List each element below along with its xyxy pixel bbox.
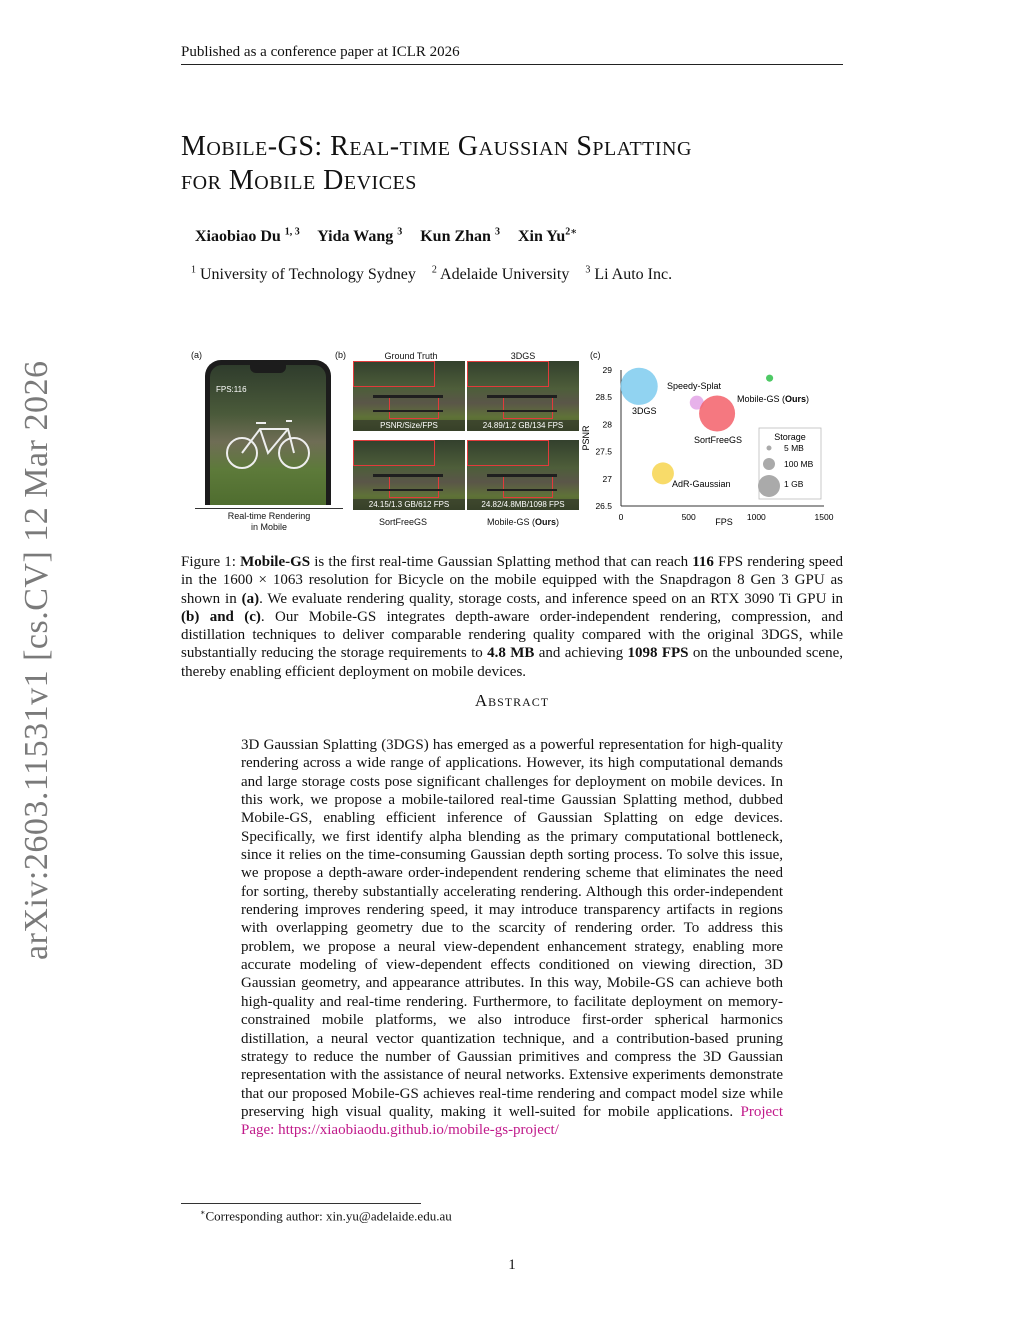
y-tick-label: 28: [602, 419, 612, 430]
bench: [487, 395, 557, 412]
abstract-body: 3D Gaussian Splatting (3DGS) has emerged as a powerful representation for high-quality rendering across a wide range of applications. However, its high computational demands and large storage costs pose significant challenges for deployment on mobile devices. In this work, we propose a mobile-tailored real-time Gaussian Splatting method, dubbed Mobile-GS, enabling efficient inference of Gaussian Splatting on edge devices. Specifically, we first identify alpha blending as the primary computational bottleneck, since it relies on the time-consuming Gaussian depth sorting process. To solve this issue, we propose a depth-aware order-independent rendering scheme that eliminates the need for sorting, thereby substantially accelerating rendering. Although this order-independent rendering improves rendering speed, it may introduce transparency artifacts in regions with overlapping geometry due to the scarcity of rendering order. To address this problem, we propose a neural view-dependent enhancement strategy, enabling more accurate modeling of view-dependent effects conditioned on viewing direction, 3D Gaussian geometry, and appearance attributes. In this way, Mobile-GS can achieve both high-quality and real-time rendering. Furthermore, to facilitate deployment on memory-constrained mobile platforms, we also introduce first-order spherical harmonics distillation, a neural vector quantization technique, and a contribution-based pruning strategy to reduce the number of Gaussian primitives and compress the 3D Gaussian representation with the assistance of neural networks. Extensive experiments demonstrate that our proposed Mobile-GS achieves real-time rendering and compact model size while preserving high visual quality, making it well-suited for mobile applications. Project Page: https://xiaobiaodu.github.io/mobile-gs-project/: [241, 737, 783, 1139]
author: Xiaobiao Du $^{1, 3}$: [195, 227, 300, 246]
zoom-box: [467, 440, 549, 466]
author-list: [195, 227, 591, 246]
point-label-3dgs: 3DGS: [632, 406, 657, 416]
y-tick-label: 27: [602, 473, 612, 484]
author: Yida Wang $^3$: [317, 227, 403, 246]
title-line-1: Mobile-GS: Real-time Gaussian Splatting: [181, 131, 692, 162]
arxiv-stamp: arXiv:2603.11531v1 [cs.CV] 12 Mar 2026: [18, 360, 55, 960]
render-tile-mobile-gs: [467, 440, 579, 510]
project-page-label[interactable]: Project Page:: [241, 1103, 783, 1139]
affiliation: $^1$ University of Technology Sydney: [191, 265, 416, 284]
data-point-adr-gaussian: [652, 462, 674, 484]
legend-item: 1 GB: [784, 479, 804, 489]
row-label-sortfreegs: SortFreeGS: [378, 517, 427, 527]
data-point-mobile-gs-ours: [766, 375, 773, 382]
data-point-3dgs: [621, 368, 658, 405]
figure-caption: Figure 1: Mobile-GS is the first real-time Gaussian Splatting method that can reach 116 FPS rendering speed in the 1600 × 1063 resolution for Bicycle on the mobile equipped with the Snapdragon 8 Gen 3 GPU as shown in (a). We evaluate rendering quality, storage costs, and inference speed on an RTX 3090 Ti GPU in (b) and (c). Our Mobile-GS integrates depth-aware order-independent rendering, compression, and distillation techniques to deliver comparable rendering quality compared with the original 3DGS, while substantially reducing the storage requirements to 4.8 MB and achieving 1098 FPS on the unbounded scene, thereby enabling efficient deployment on mobile devices.: [181, 554, 844, 680]
affiliation: $^3$ Li Auto Inc.: [585, 265, 673, 284]
legend-marker-5mb: [767, 446, 772, 451]
zoom-box: [353, 440, 435, 466]
footnote: ∗Corresponding author: xin.yu@adelaide.edu.au: [200, 1208, 452, 1224]
author: Kun Zhan $^3$: [420, 227, 500, 246]
col-header-3dgs: 3DGS: [510, 351, 536, 361]
panel-b-label: (b): [335, 350, 346, 360]
affiliation-list: [191, 265, 684, 284]
tile-overlay: 24.82/4.8MB/1098 FPS: [467, 499, 579, 510]
page-number: 1: [508, 1257, 516, 1273]
panel-a-label: (a): [191, 350, 202, 360]
title-line-2: for Mobile Devices: [181, 165, 417, 196]
bench: [373, 395, 443, 412]
legend-item: 100 MB: [784, 459, 814, 469]
phone-image: [205, 360, 331, 505]
storage-legend: [758, 428, 821, 499]
fps-overlay: FPS:116: [216, 385, 247, 394]
paper-title: [181, 130, 692, 198]
bench: [373, 474, 443, 491]
x-tick-label: 500: [681, 512, 696, 522]
tile-overlay: 24.15/1.3 GB/612 FPS: [353, 499, 465, 510]
footnote-rule: [181, 1203, 421, 1204]
col-header-ground-truth: Ground Truth: [384, 351, 438, 361]
zoom-box: [353, 361, 435, 387]
header-rule: [181, 64, 843, 65]
point-label-sortfreegs: SortFreeGS: [694, 435, 743, 445]
point-label-adr-gaussian: AdR-Gaussian: [672, 479, 731, 489]
x-tick-label: 0: [618, 512, 624, 522]
legend-item: 5 MB: [784, 443, 804, 453]
x-axis-label: FPS: [715, 517, 733, 527]
x-tick-label: 1500: [814, 512, 834, 522]
point-label-mobile-gs: Mobile-GS (Ours): [737, 394, 810, 404]
panel-a-caption: Real-time Rendering in Mobile: [227, 511, 311, 532]
y-tick-label: 28.5: [595, 392, 612, 403]
legend-title: Storage: [774, 432, 806, 442]
author: Xin $Yu^{2∗}$: [517, 227, 578, 246]
psnr-fps-scatter-chart: [580, 360, 850, 532]
y-tick-label: 29: [602, 365, 612, 375]
data-point-sortfreegs: [699, 396, 735, 432]
bicycle-icon: [210, 365, 326, 505]
render-tile-sortfreegs: [353, 440, 465, 510]
x-tick-label: 1000: [746, 512, 766, 522]
abstract-heading: Abstract: [474, 691, 550, 710]
row-label-mobile-gs: Mobile-GS (Ours): [486, 517, 560, 527]
phone-screen: [210, 365, 326, 505]
affiliation: $^2$ Adelaide University: [431, 265, 570, 284]
phone-divider: [195, 508, 343, 509]
render-tile-3dgs: [467, 361, 579, 431]
tile-overlay: 24.89/1.2 GB/134 FPS: [467, 420, 579, 431]
legend-marker-100mb: [763, 458, 775, 470]
render-tile-ground-truth: [353, 361, 465, 431]
bench: [487, 474, 557, 491]
y-tick-label: 27.5: [595, 446, 612, 457]
point-label-speedy-splat: Speedy-Splat: [667, 381, 722, 391]
zoom-box: [467, 361, 549, 387]
running-header: Published as a conference paper at ICLR 2026: [181, 44, 460, 60]
y-tick-label: 26.5: [595, 501, 612, 511]
panel-c-label: (c): [590, 350, 601, 360]
project-page-link[interactable]: https://xiaobiaodu.github.io/mobile-gs-project/: [278, 1122, 559, 1139]
tile-overlay: PSNR/Size/FPS: [353, 420, 465, 431]
y-axis-label: PSNR: [581, 425, 591, 451]
legend-marker-1gb: [758, 475, 780, 497]
